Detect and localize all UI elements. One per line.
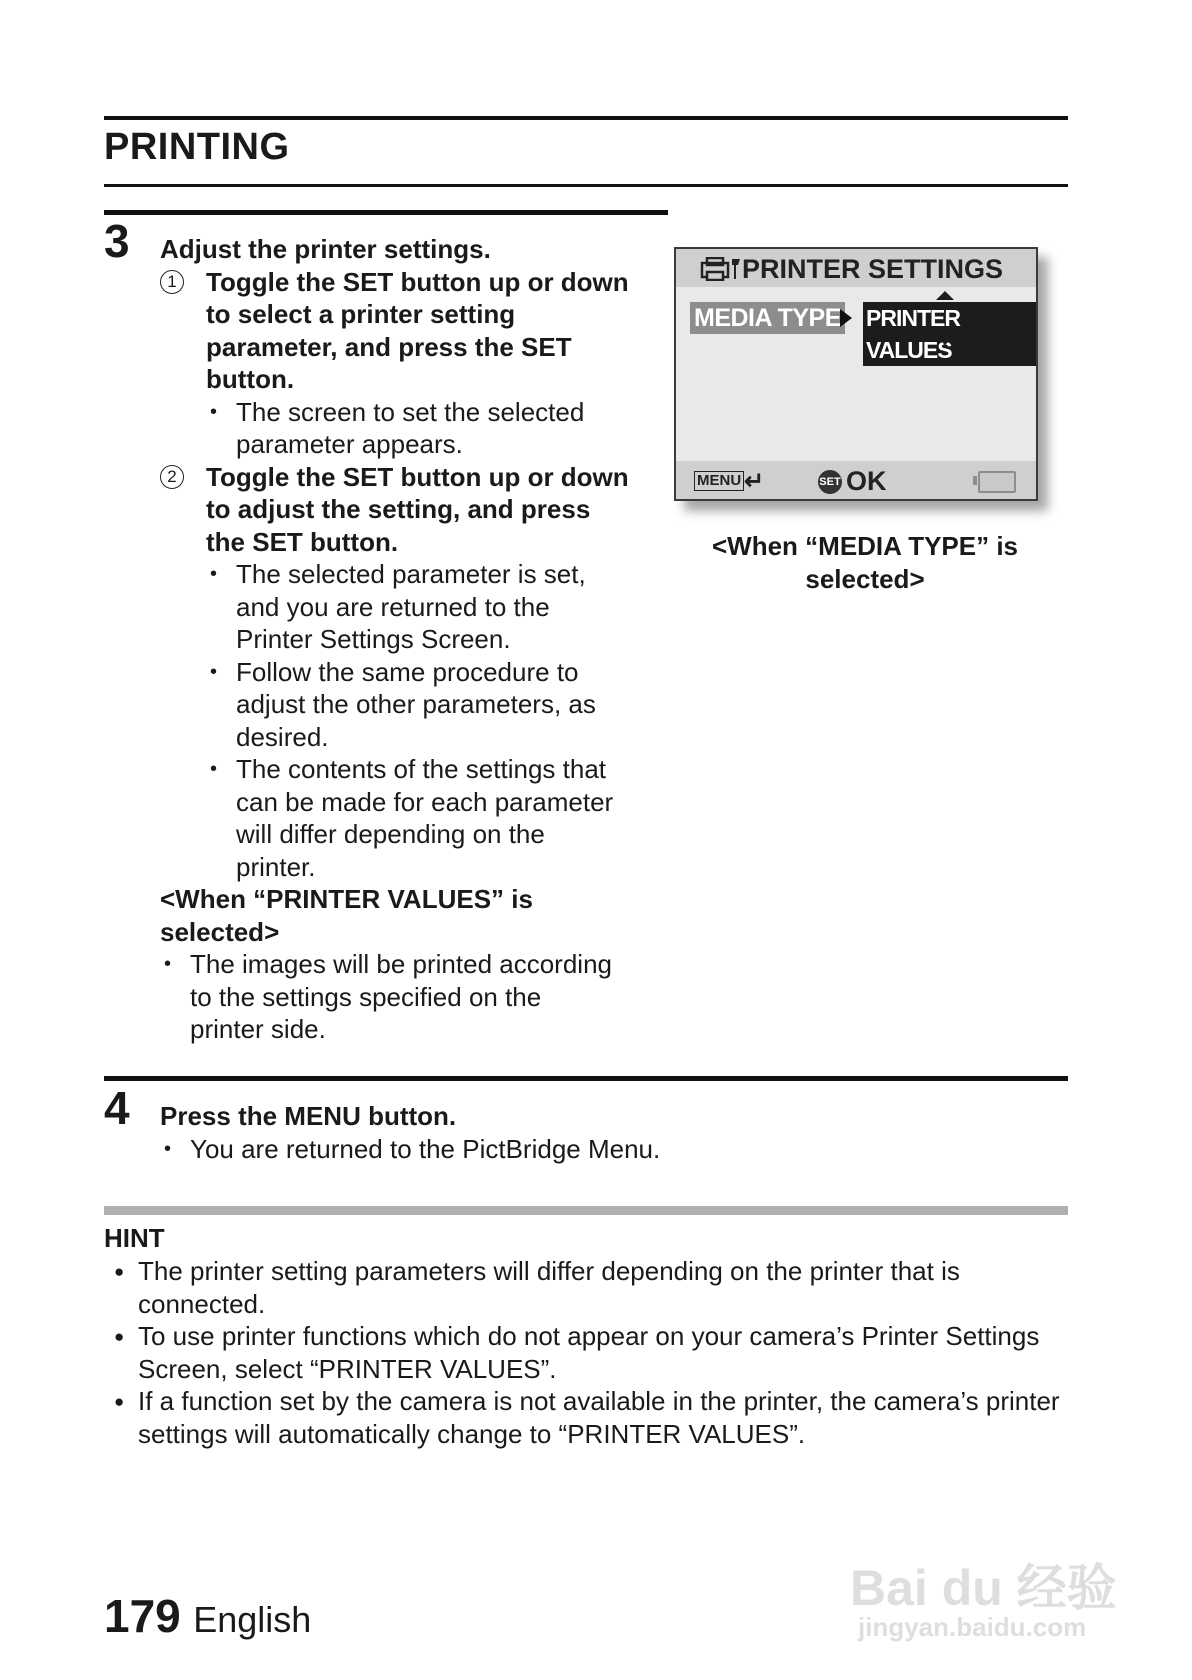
substep-2-bullets	[160, 558, 630, 883]
printer-values-option: PRINTER VALUES	[863, 302, 1036, 366]
hint-item: ● If a function set by the camera is not available in the printer, the camera’s printer settings will automatically change to “PRINTER VALUES”.	[104, 1385, 1064, 1450]
step4-body	[160, 1100, 960, 1165]
step3-number: 3	[104, 215, 130, 267]
hint-list	[104, 1255, 1064, 1450]
battery-icon	[978, 471, 1016, 493]
step4-bullet: • You are returned to the PictBridge Menu.	[160, 1133, 960, 1166]
substep-2	[160, 461, 630, 559]
step3-body	[160, 233, 630, 1046]
up-arrow-icon	[936, 291, 954, 300]
printer-values-heading: <When “PRINTER VALUES” is selected>	[160, 884, 533, 947]
bullet-item: • The contents of the settings that can be made for each parameter will differ depending on the printer.	[206, 753, 630, 883]
right-arrow-icon	[840, 309, 852, 327]
substep-1	[160, 266, 630, 396]
step4-rule	[104, 1076, 1068, 1081]
hint-title: HINT	[104, 1223, 165, 1253]
bullet-item: • Follow the same procedure to adjust the other parameters, as desired.	[206, 656, 630, 754]
substep-1-text: Toggle the SET button up or down to select a printer setting parameter, and press the SET button.	[206, 266, 629, 394]
ok-label: OK	[846, 466, 887, 496]
page-title: PRINTING	[104, 126, 290, 168]
substep-2-text: Toggle the SET button up or down to adjust the setting, and press the SET button.	[206, 461, 629, 557]
circled-number-1: 1	[160, 270, 184, 294]
hint-item: ● To use printer functions which do not appear on your camera’s Printer Settings Screen, select “PRINTER VALUES”.	[104, 1320, 1064, 1385]
top-rule	[104, 116, 1068, 120]
hint-bar	[104, 1206, 1068, 1215]
page-number: 179	[104, 1590, 181, 1642]
substep-1-bullets	[160, 396, 630, 461]
screen-title: PRINTER SETTINGS	[742, 254, 1004, 284]
watermark-url: jingyan.baidu.com	[858, 1612, 1087, 1642]
screen-caption: <When “MEDIA TYPE” is selected>	[711, 531, 1019, 594]
step4-heading: Press the MENU button.	[160, 1101, 457, 1131]
page-language: English	[193, 1599, 312, 1640]
return-icon: ↵	[744, 468, 765, 495]
printer-values-bullet: • The images will be printed according to the settings specified on the printer side.	[160, 948, 620, 1046]
battery-terminal	[973, 476, 977, 485]
baidu-watermark: Bai du 经验	[850, 1560, 1117, 1616]
bullet-item: • The screen to set the selected parameter appears.	[206, 396, 630, 461]
bullet-item: • The selected parameter is set, and you are returned to the Printer Settings Screen.	[206, 558, 630, 656]
circled-number-2: 2	[160, 465, 184, 489]
step4-number: 4	[104, 1082, 130, 1134]
title-underline	[104, 184, 1068, 187]
step3-rule	[104, 210, 668, 215]
page-footer	[104, 1592, 311, 1652]
set-button-icon: SET	[818, 470, 842, 494]
screen-footer	[676, 461, 1036, 499]
printer-settings-icon	[700, 257, 742, 281]
menu-icon: MENU	[694, 471, 744, 491]
printer-settings-screen	[674, 247, 1038, 501]
media-type-label: MEDIA TYPE	[690, 302, 845, 334]
screen-header	[676, 249, 1036, 287]
down-arrow-icon	[936, 336, 954, 345]
step3-heading: Adjust the printer settings.	[160, 234, 491, 264]
hint-item: ● The printer setting parameters will differ depending on the printer that is connected.	[104, 1255, 1064, 1320]
